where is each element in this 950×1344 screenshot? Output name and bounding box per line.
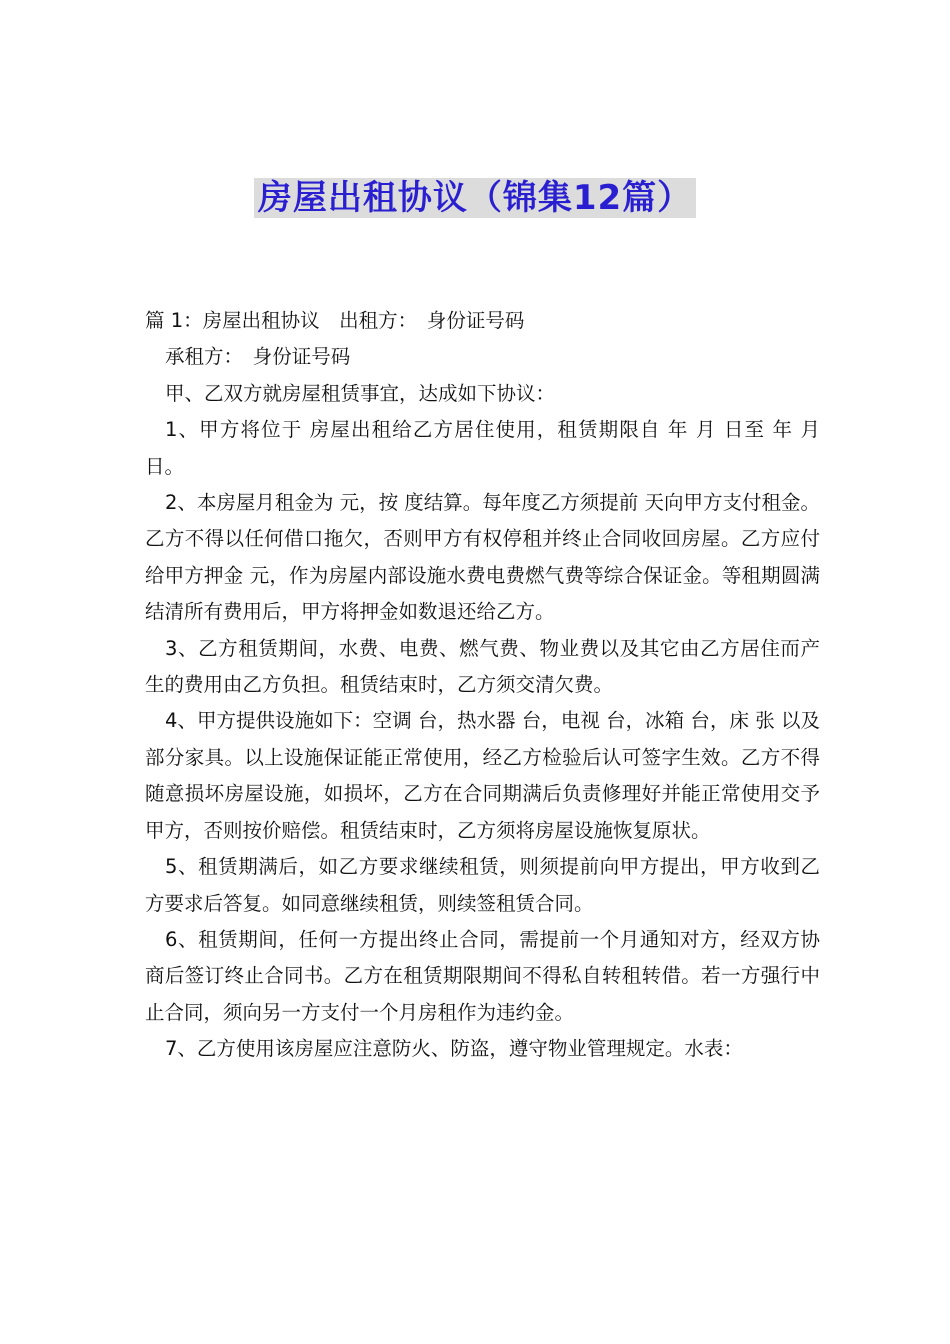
- paragraph-clause-3: 3、乙方租赁期间，水费、电费、燃气费、物业费以及其它由乙方居住而产生的费用由乙方负担。租赁结束时，乙方须交清欠费。: [145, 636, 820, 697]
- paragraph-clause-6: 6、租赁期间，任何一方提出终止合同，需提前一个月通知对方，经双方协商后签订终止合同书。乙方在租赁期限期间不得私自转租转借。若一方强行中止合同，须向另一方支付一个月房租作为违约金。: [145, 927, 820, 1024]
- document-body: [145, 303, 820, 1068]
- paragraph-header: 篇 1：房屋出租协议 出租方： 身份证号码: [145, 309, 525, 332]
- paragraph-clause-4: 4、甲方提供设施如下：空调 台，热水器 台，电视 台，冰箱 台，床 张 以及部分家具。以上设施保证能正常使用，经乙方检验后认可签字生效。乙方不得随意损坏房屋设施，如损坏，乙方在合同期满后负责修理好并能正常使用交予甲方，否则按价赔偿。租赁结束时，乙方须将房屋设施恢复原状。: [145, 709, 820, 842]
- paragraph-clause-1: 1、甲方将位于 房屋出租给乙方居住使用，租赁期限自 年 月 日至 年 月 日。: [145, 418, 820, 478]
- document-title: 房屋出租协议（锦集12篇）: [254, 178, 696, 218]
- title-block: [0, 178, 950, 218]
- paragraph-lessee: 承租方： 身份证号码: [165, 345, 351, 369]
- paragraph-intro: 甲、乙双方就房屋租赁事宜，达成如下协议：: [165, 381, 556, 405]
- paragraph-clause-2: 2、本房屋月租金为 元，按 度结算。每年度乙方须提前 天向甲方支付租金。乙方不得以任何借口拖欠，否则甲方有权停租并终止合同收回房屋。乙方应付给甲方押金 元，作为房屋内部设施水费电费燃气费等综合保证金。等租期圆满结清所有费用后，甲方将押金如数退还给乙方。: [145, 491, 821, 624]
- paragraph-clause-7: 7、乙方使用该房屋应注意防火、防盗，遵守物业管理规定。水表：: [165, 1037, 743, 1061]
- paragraph-clause-5: 5、租赁期满后，如乙方要求继续租赁，则须提前向甲方提出，甲方收到乙方要求后答复。如同意继续租赁，则续签租赁合同。: [145, 855, 820, 915]
